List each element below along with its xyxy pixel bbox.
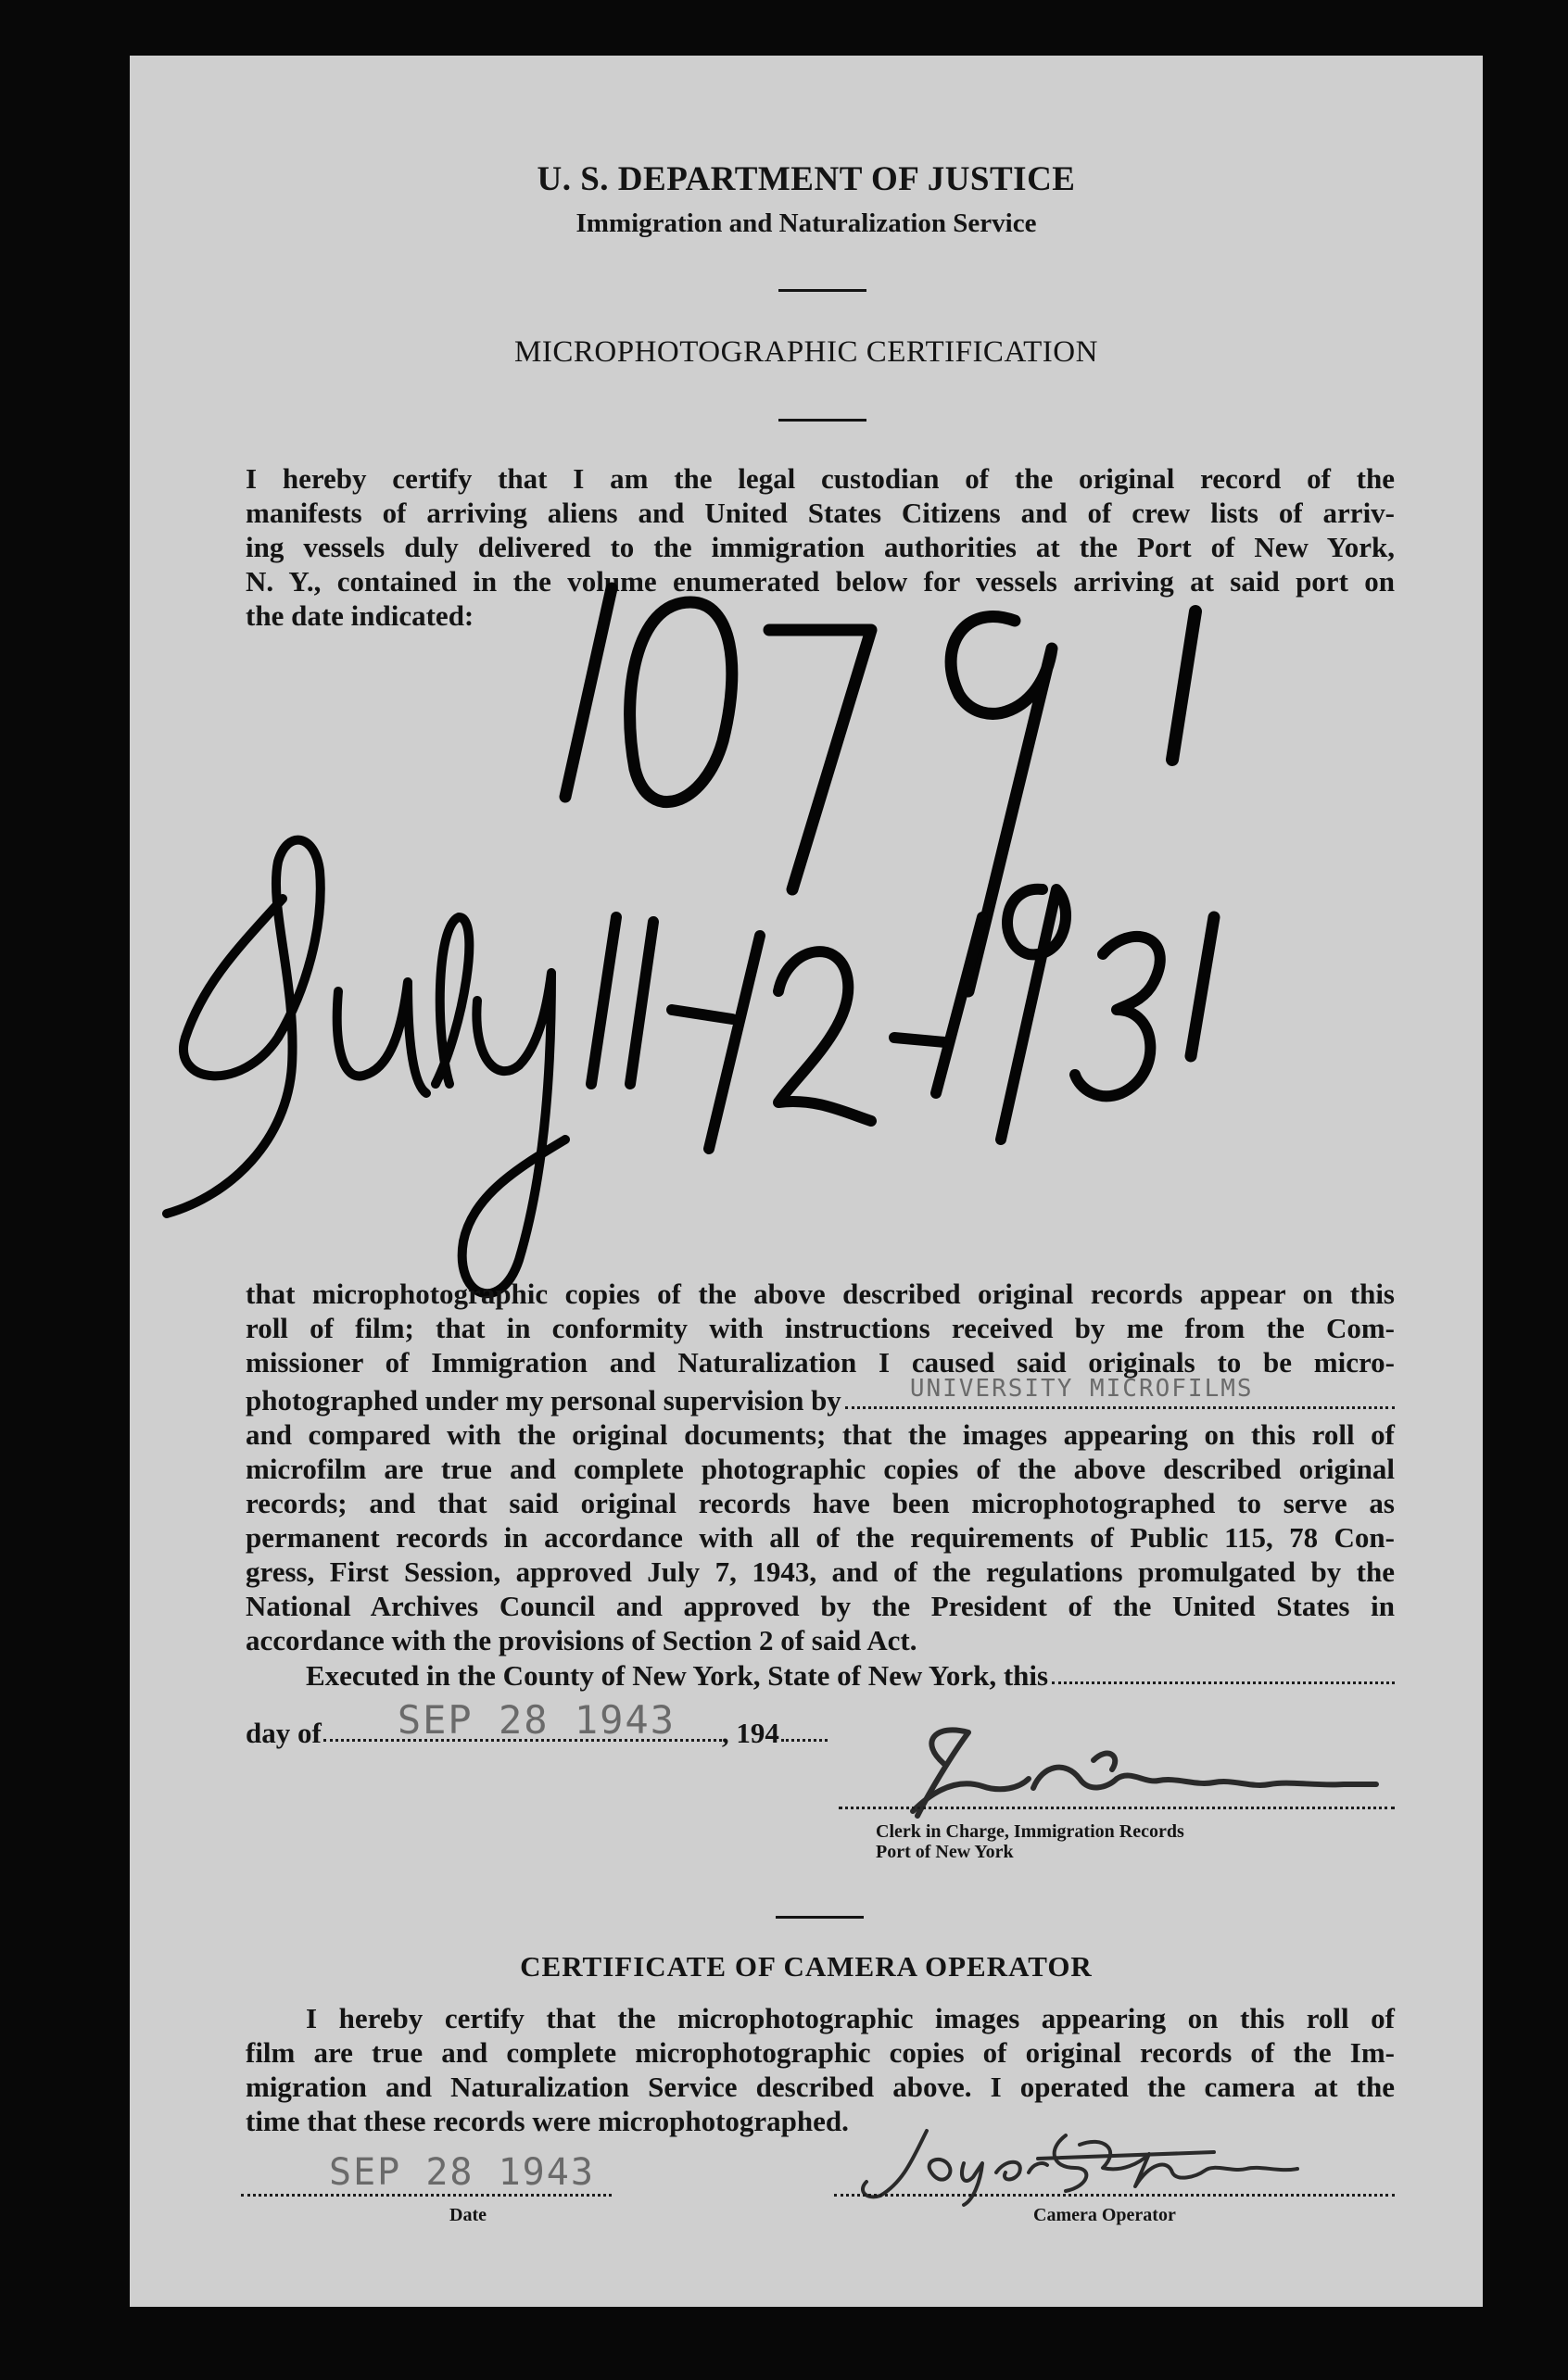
execution-day-fill [1052,1681,1395,1684]
paragraph-line: photographed under my personal supervision by [246,1384,841,1417]
executed-date-stamp: SEP 28 1943 [397,1697,676,1743]
operator-date-stamp: SEP 28 1943 [329,2151,595,2194]
day-of-label: day of [246,1717,322,1749]
camera-operator-heading: CERTIFICATE OF CAMERA OPERATOR [520,1950,1093,1983]
paragraph-line: time that these records were microphotographed. [246,2105,849,2137]
paragraph-line: accordance with the provisions of Section 2 of said Act. [246,1624,917,1656]
company-stamp: UNIVERSITY MICROFILMS [909,1375,1254,1403]
execution-line [306,1658,1395,1693]
clerk-signature [880,1714,1399,1834]
clerk-title [876,1821,1184,1862]
clerk-title-line: Clerk in Charge, Immigration Records [876,1821,1184,1842]
date-label: Date [449,2205,487,2225]
year-fill [781,1739,828,1742]
camera-operator-label: Camera Operator [1033,2205,1176,2225]
certification-paragraph [246,1277,1395,1657]
paragraph-line: ing vessels duly delivered to the immigration authorities at the Port of New York, [246,531,1395,563]
date-signature-line [241,2194,612,2197]
paragraph-line: I hereby certify that the microphotographic images appearing on this roll of [306,2002,1395,2034]
day-of-line: day of SEP 28 1943 , 194 [246,1716,828,1750]
paragraph-line: that microphotographic copies of the above described original records appear on this [246,1278,1395,1310]
clerk-port-line: Port of New York [876,1842,1014,1862]
paragraph-line: the date indicated: [246,599,474,632]
paragraph-line: film are true and complete microphotographic copies of original records of the Im- [246,2036,1395,2069]
certificate-document [130,56,1483,2307]
paragraph-line: roll of film; that in conformity with instructions received by me from the Com- [246,1312,1395,1344]
company-fill-line [845,1375,1395,1409]
paragraph-line: missioner of Immigration and Naturalization I caused said originals to be micro- [246,1346,1395,1379]
paragraph-line: National Archives Council and approved by the President of the United States in [246,1590,1395,1622]
paragraph-line: and compared with the original documents; that the images appearing on this roll of [246,1418,1395,1451]
paragraph-line: permanent records in accordance with all of the requirements of Public 115, 78 Con- [246,1521,1395,1554]
section-divider [776,1916,864,1919]
service-subheading: Immigration and Naturalization Service [575,208,1037,238]
paragraph-line: migration and Naturalization Service described above. I operated the camera at the [246,2071,1395,2103]
year-prefix: 194 [736,1717,779,1749]
execution-text: Executed in the County of New York, State of New York, this [306,1659,1049,1692]
clerk-signature-line [839,1807,1395,1809]
paragraph-line: gress, First Session, approved July 7, 1943, and of the regulations promulgated by the [246,1555,1395,1588]
operator-signature-line [834,2194,1395,2197]
form-title: MICROPHOTOGRAPHIC CERTIFICATION [514,335,1098,369]
paragraph-line: N. Y., contained in the volume enumerated below for vessels arriving at said port on [246,565,1395,598]
department-heading: U. S. DEPARTMENT OF JUSTICE [537,160,1076,198]
paragraph-line: records; and that said original records have been microphotographed to serve as [246,1487,1395,1519]
paragraph-line: I hereby certify that I am the legal custodian of the original record of the [246,462,1395,495]
supervision-line [246,1375,1395,1417]
paragraph-line: microfilm are true and complete photographic copies of the above described original [246,1453,1395,1485]
handwritten-date [130,56,1483,1353]
paragraph-line: manifests of arriving aliens and United States Citizens and of crew lists of arriv- [246,497,1395,529]
